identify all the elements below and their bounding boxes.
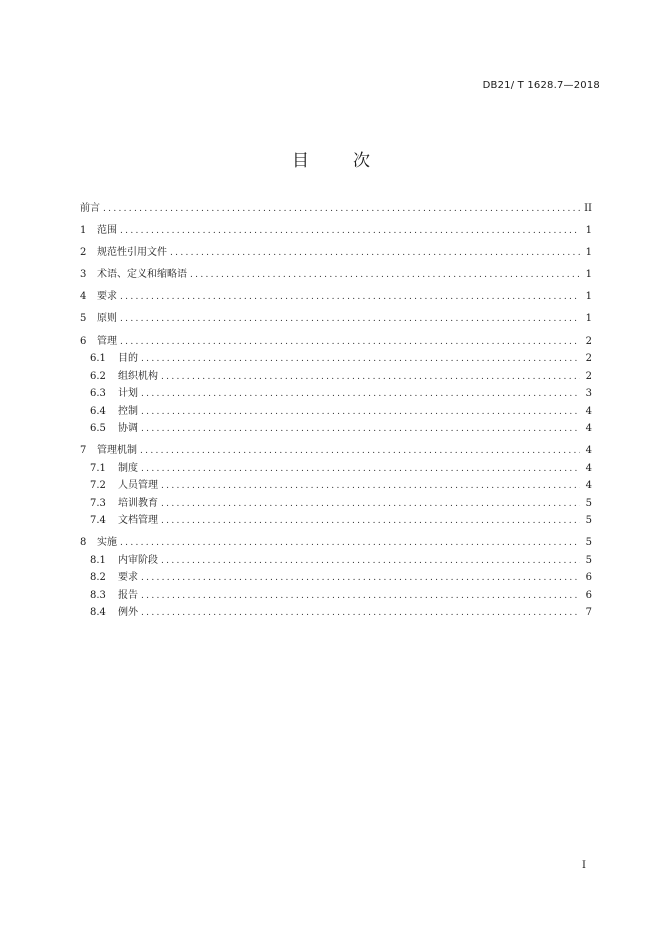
toc-leader-dots [161, 516, 580, 526]
toc-entry[interactable] [80, 511, 592, 529]
toc-entry[interactable] [80, 441, 592, 459]
toc-entry-label: 术语、定义和缩略语 [97, 269, 187, 281]
toc-entry-page: 5 [585, 515, 592, 527]
toc-entry-page: 1 [585, 313, 592, 325]
page-title [0, 146, 662, 171]
toc-entry-page: 2 [585, 335, 592, 347]
title-char-2: 次 [353, 151, 370, 171]
toc-leader-dots [120, 292, 580, 302]
toc-entry-number: 8.4 [90, 607, 106, 619]
toc-entry-number: 4 [80, 291, 87, 303]
toc-entry-page: 4 [585, 445, 592, 457]
toc-entry-page: 4 [585, 462, 592, 474]
toc-entry[interactable] [80, 199, 592, 217]
toc-entry[interactable] [80, 494, 592, 512]
toc-entry-number: 6.1 [90, 353, 106, 365]
toc-entry-label: 制度 [118, 462, 138, 474]
toc-entry[interactable] [80, 367, 592, 385]
toc-entry-number: 6 [80, 335, 87, 347]
toc-leader-dots [120, 337, 580, 347]
toc-entry-number: 5 [80, 313, 87, 325]
toc-entry-page: 2 [585, 370, 592, 382]
toc-entry-label: 控制 [118, 405, 138, 417]
toc-entry-page: 1 [585, 247, 592, 259]
toc-entry-number: 8.3 [90, 589, 106, 601]
toc-entry-label: 组织机构 [118, 370, 158, 382]
toc-entry[interactable] [80, 586, 592, 604]
toc-leader-dots [141, 354, 580, 364]
toc-entry[interactable] [80, 603, 592, 621]
toc-entry-page: 6 [585, 572, 592, 584]
toc-leader-dots [161, 372, 580, 382]
toc-entry-number: 8 [80, 537, 87, 549]
toc-entry-label: 要求 [118, 572, 138, 584]
toc-leader-dots [141, 591, 580, 601]
toc-entry-label: 管理 [97, 335, 117, 347]
toc-entry[interactable] [80, 402, 592, 420]
toc-entry[interactable] [80, 332, 592, 350]
toc-entry-page: 5 [585, 497, 592, 509]
toc-entry[interactable] [80, 287, 592, 305]
toc-entry-label: 人员管理 [118, 480, 158, 492]
toc-entry-number: 7 [80, 445, 87, 457]
toc-entry[interactable] [80, 349, 592, 367]
toc-entry-page: 3 [585, 388, 592, 400]
toc-entry-number: 8.2 [90, 572, 106, 584]
toc-leader-dots [120, 538, 580, 548]
toc-entry-label: 协调 [118, 423, 138, 435]
toc-entry[interactable] [80, 533, 592, 551]
toc-entry-label: 管理机制 [97, 445, 137, 457]
toc-entry[interactable] [80, 265, 592, 283]
toc-entry-number: 7.2 [90, 480, 106, 492]
toc-entry-page: 4 [585, 480, 592, 492]
toc-entry-page: 4 [585, 423, 592, 435]
toc-leader-dots [103, 204, 580, 214]
toc-leader-dots [161, 499, 580, 509]
toc-entry-number: 1 [80, 225, 87, 237]
toc-entry-page: 1 [585, 291, 592, 303]
toc-entry[interactable] [80, 568, 592, 586]
toc-leader-dots [120, 314, 580, 324]
toc-entry-label: 原则 [97, 313, 117, 325]
toc-entry-label: 报告 [118, 589, 138, 601]
toc-entry-number: 3 [80, 269, 87, 281]
toc-entry[interactable] [80, 384, 592, 402]
toc-entry-number: 7.4 [90, 515, 106, 527]
toc-entry-number: 7.3 [90, 497, 106, 509]
toc-entry-number: 2 [80, 247, 87, 259]
toc-leader-dots [161, 556, 580, 566]
toc-entry-label: 目的 [118, 353, 138, 365]
toc-entry-label: 规范性引用文件 [97, 247, 167, 259]
toc-leader-dots [141, 424, 580, 434]
toc-entry[interactable] [80, 551, 592, 569]
toc-entry[interactable] [80, 221, 592, 239]
toc-entry-number: 6.3 [90, 388, 106, 400]
toc-entry-label: 培训教育 [118, 497, 158, 509]
toc-entry-page: II [584, 203, 592, 214]
toc-leader-dots [141, 464, 580, 474]
toc-entry-label: 实施 [97, 537, 117, 549]
toc-entry[interactable] [80, 243, 592, 261]
toc-leader-dots [190, 270, 580, 280]
toc-leader-dots [161, 481, 580, 491]
toc-entry-number: 7.1 [90, 462, 106, 474]
table-of-contents [80, 199, 592, 621]
toc-entry-page: 7 [585, 607, 592, 619]
toc-leader-dots [140, 446, 580, 456]
title-char-1: 目 [292, 151, 309, 171]
toc-entry-label: 计划 [118, 388, 138, 400]
toc-leader-dots [170, 248, 580, 258]
toc-leader-dots [120, 226, 580, 236]
toc-entry[interactable] [80, 476, 592, 494]
toc-entry-number: 8.1 [90, 554, 106, 566]
toc-entry-page: 1 [585, 269, 592, 281]
toc-leader-dots [141, 407, 580, 417]
toc-entry-page: 5 [585, 554, 592, 566]
toc-entry[interactable] [80, 459, 592, 477]
toc-entry-number: 6.5 [90, 423, 106, 435]
page-number: I [582, 860, 586, 871]
toc-entry-page: 2 [585, 353, 592, 365]
toc-entry-page: 1 [585, 225, 592, 237]
toc-entry-label: 文档管理 [118, 515, 158, 527]
toc-entry-label: 前言 [80, 203, 100, 214]
standard-code: DB21/ T 1628.7—2018 [482, 80, 600, 91]
toc-entry-label: 例外 [118, 607, 138, 619]
toc-entry-page: 6 [585, 589, 592, 601]
toc-entry-page: 5 [585, 537, 592, 549]
toc-entry-label: 要求 [97, 291, 117, 303]
toc-leader-dots [141, 389, 580, 399]
toc-entry[interactable] [80, 309, 592, 327]
toc-leader-dots [141, 573, 580, 583]
toc-entry[interactable] [80, 419, 592, 437]
toc-entry-number: 6.2 [90, 370, 106, 382]
toc-entry-number: 6.4 [90, 405, 106, 417]
toc-entry-label: 范围 [97, 225, 117, 237]
toc-entry-page: 4 [585, 405, 592, 417]
toc-entry-label: 内审阶段 [118, 554, 158, 566]
toc-leader-dots [141, 608, 580, 618]
